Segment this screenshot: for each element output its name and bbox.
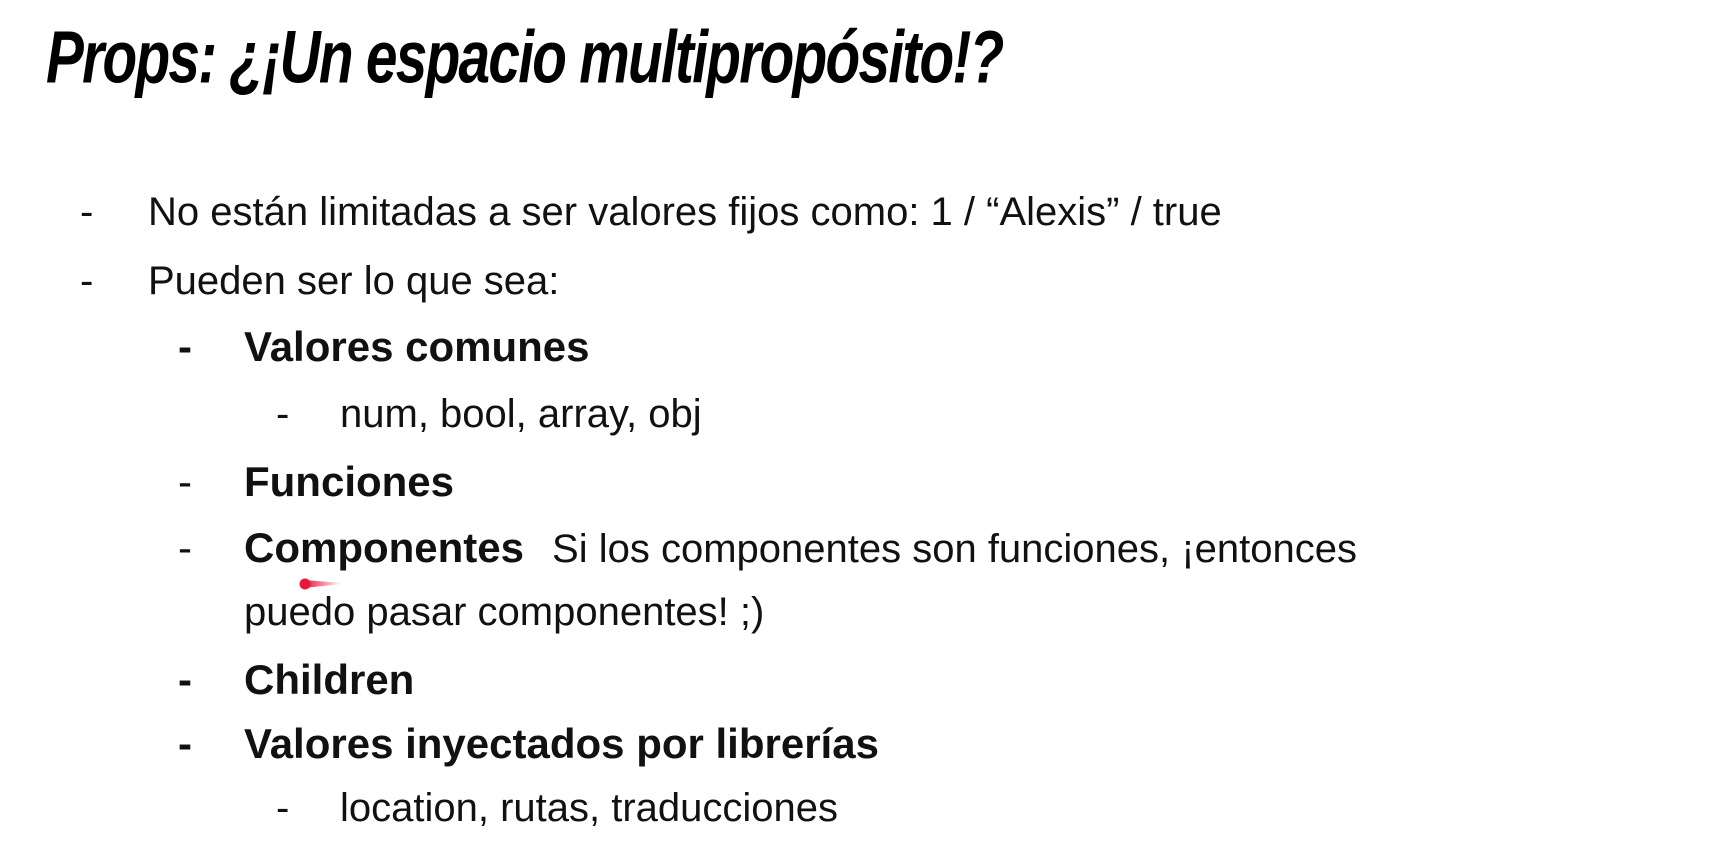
laser-pointer-icon xyxy=(298,578,342,590)
detail-marker: - xyxy=(276,392,290,436)
sub-bullet-marker: - xyxy=(178,458,192,505)
detail-marker: - xyxy=(276,786,290,830)
slide-title: Props: ¿¡Un espacio multipropósito!? xyxy=(46,15,1003,98)
componentes-note-line1: Si los componentes son funciones, ¡entonces xyxy=(552,527,1357,571)
bullet-not-limited: No están limitadas a ser valores fijos como: 1 / “Alexis” / true xyxy=(148,190,1222,234)
sub-bullet-marker: - xyxy=(178,720,192,767)
bullet-marker: - xyxy=(80,190,94,234)
detail-valores-inyectados: location, rutas, traducciones xyxy=(340,786,839,830)
sub-bullet-marker: - xyxy=(178,323,192,370)
sub-bullet-marker: - xyxy=(178,524,192,571)
componentes-note-line2: puedo pasar componentes! ;) xyxy=(244,590,765,634)
sub-bullet-valores-comunes: Valores comunes xyxy=(244,323,590,370)
sub-bullet-funciones: Funciones xyxy=(244,458,455,505)
detail-valores-comunes: num, bool, array, obj xyxy=(340,392,702,436)
sub-bullet-children: Children xyxy=(244,656,415,703)
sub-bullet-valores-inyectados: Valores inyectados por librerías xyxy=(244,720,879,767)
bullet-marker: - xyxy=(80,259,94,303)
sub-bullet-componentes-line xyxy=(244,524,1357,572)
sub-bullet-componentes: Componentes xyxy=(244,524,525,571)
bullet-can-be-anything: Pueden ser lo que sea: xyxy=(148,259,560,303)
sub-bullet-marker: - xyxy=(178,656,192,703)
